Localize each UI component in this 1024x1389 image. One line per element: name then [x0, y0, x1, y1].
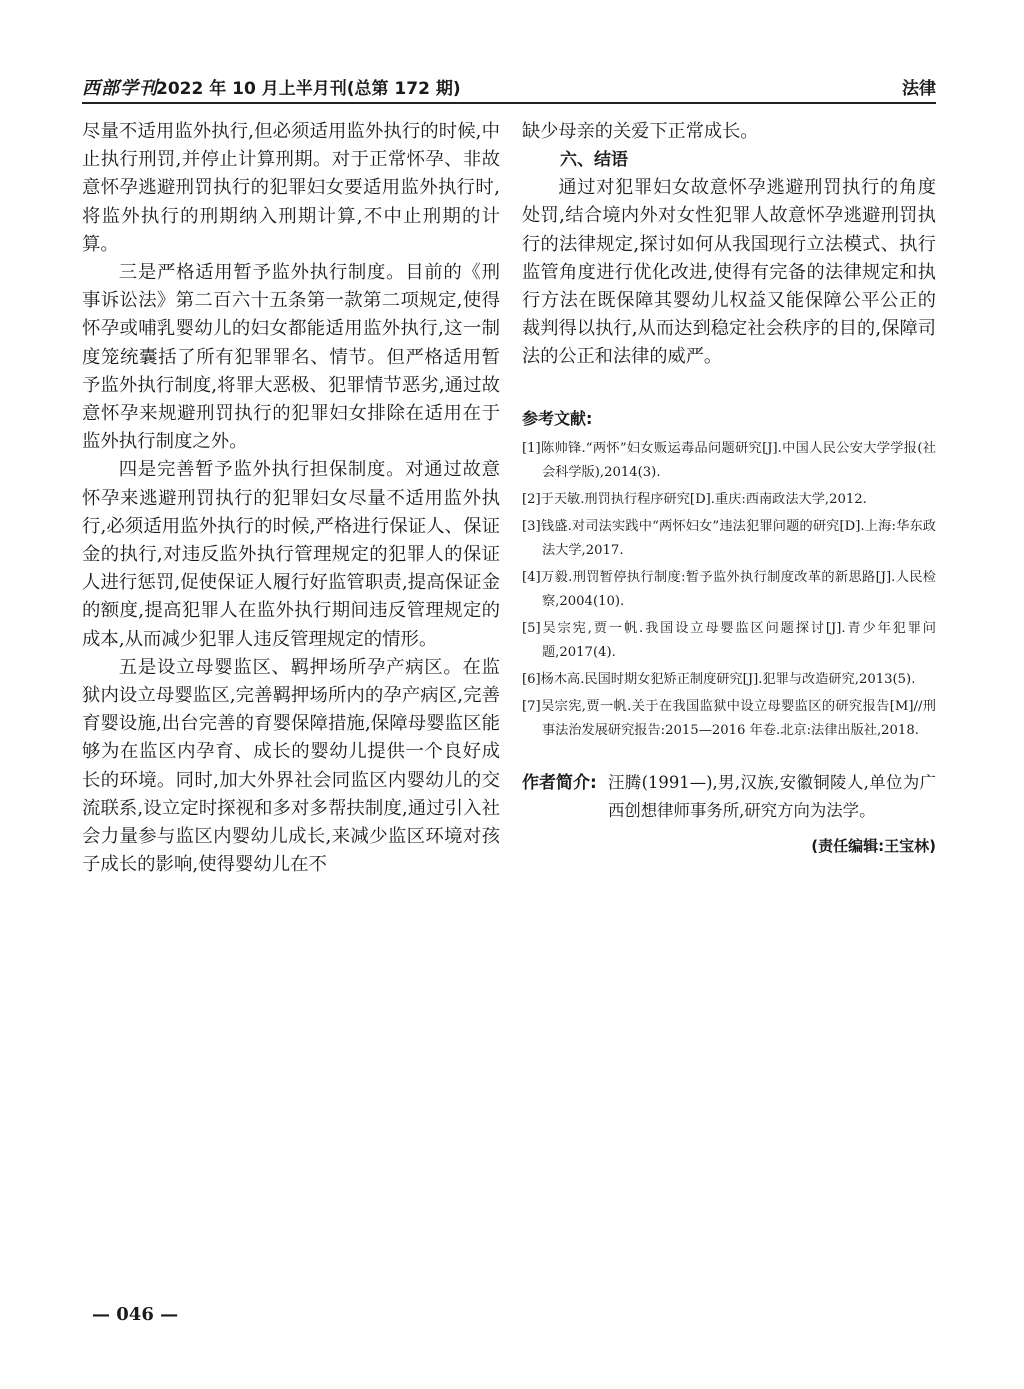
body-paragraph: 五是设立母婴监区、羁押场所孕产病区。在监狱内设立母婴监区,完善羁押场所内的孕产病区,完善育婴设施,出台完善的育婴保障措施,保障母婴监区能够为在监区内孕育、成长的婴幼儿提供一个良好成长的环境。同时,加大外界社会同监区内婴幼儿的交流联系,设立定时探视和多对多帮扶制度,通过引入社会力量参与监区内婴幼儿成长,来减少监区环境对孩子成长的影响,使得婴幼儿在不: [82, 656, 500, 876]
reference-item: [1]陈帅锋.“两怀”妇女贩运毒品问题研究[J].中国人民公安大学学报(社会科学版),2014(3).: [522, 440, 936, 480]
issue-info: 2022 年 10 月上半月刊(总第 172 期): [156, 79, 461, 99]
author-bio-label: 作者简介:: [522, 772, 597, 793]
reference-item: [7]吴宗宪,贾一帆.关于在我国监狱中设立母婴监区的研究报告[M]//刑事法治发展研究报告:2015—2016 年卷.北京:法律出版社,2018.: [522, 698, 936, 738]
reference-item: [3]钱盛.对司法实践中“两怀妇女”违法犯罪问题的研究[D].上海:华东政法大学,2017.: [522, 518, 936, 558]
section-label: 法律: [902, 79, 936, 99]
author-bio: [522, 769, 936, 825]
conclusion-heading: 六、结语: [560, 150, 628, 171]
reference-item: [5]吴宗宪,贾一帆.我国设立母婴监区问题探讨[J].青少年犯罪问题,2017(4).: [522, 620, 936, 660]
reference-item: [6]杨木高.民国时期女犯矫正制度研究[J].犯罪与改造研究,2013(5).: [522, 671, 916, 687]
reference-item: [4]万毅.刑罚暂停执行制度:暂予监外执行制度改革的新思路[J].人民检察,2004(10).: [522, 569, 936, 609]
reference-item: [2]于天敏.刑罚执行程序研究[D].重庆:西南政法大学,2012.: [522, 491, 867, 507]
conclusion-paragraph: 通过对犯罪妇女故意怀孕逃避刑罚执行的角度处罚,结合境内外对女性犯罪人故意怀孕逃避刑罚执行的法律规定,探讨如何从我国现行立法模式、执行监管角度进行优化改进,使得有完备的法律规定和执行方法在既保障其婴幼儿权益又能保障公平公正的裁判得以执行,从而达到稳定社会秩序的目的,保障司法的公正和法律的威严。: [522, 177, 936, 368]
responsible-editor: (责任编辑:王宝林): [811, 836, 936, 855]
author-bio-text: 汪腾(1991—),男,汉族,安徽铜陵人,单位为广西创想律师事务所,研究方向为法学。: [608, 772, 936, 820]
page-header: [82, 72, 936, 104]
journal-logo: 西部学刊: [82, 78, 158, 99]
references-heading: 参考文献:: [522, 408, 593, 428]
body-paragraph: 缺少母亲的关爱下正常成长。: [522, 121, 759, 142]
right-column: [522, 118, 936, 856]
body-paragraph: 四是完善暂予监外执行担保制度。对通过故意怀孕来逃避刑罚执行的犯罪妇女尽量不适用监外执行,必须适用监外执行的时候,严格进行保证人、保证金的执行,对违反监外执行管理规定的犯罪人的保证人进行惩罚,促使保证人履行好监管职责,提高保证金的额度,提高犯罪人在监外执行期间违反管理规定的成本,从而减少犯罪人违反管理规定的情形。: [82, 459, 500, 650]
page-number: — 046 —: [92, 1304, 179, 1325]
left-column: [82, 118, 500, 879]
body-paragraph: 尽量不适用监外执行,但必须适用监外执行的时候,中止执行刑罚,并停止计算刑期。对于正常怀孕、非故意怀孕逃避刑罚执行的犯罪妇女要适用监外执行时,将监外执行的刑期纳入刑期计算,不中止刑期的计算。: [82, 121, 500, 255]
body-paragraph: 三是严格适用暂予监外执行制度。目前的《刑事诉讼法》第二百六十五条第一款第二项规定,使得怀孕或哺乳婴幼儿的妇女都能适用监外执行,这一制度笼统囊括了所有犯罪罪名、情节。但严格适用暂予监外执行制度,将罪大恶极、犯罪情节恶劣,通过故意怀孕来规避刑罚执行的犯罪妇女排除在适用在于监外执行制度之外。: [82, 262, 500, 453]
